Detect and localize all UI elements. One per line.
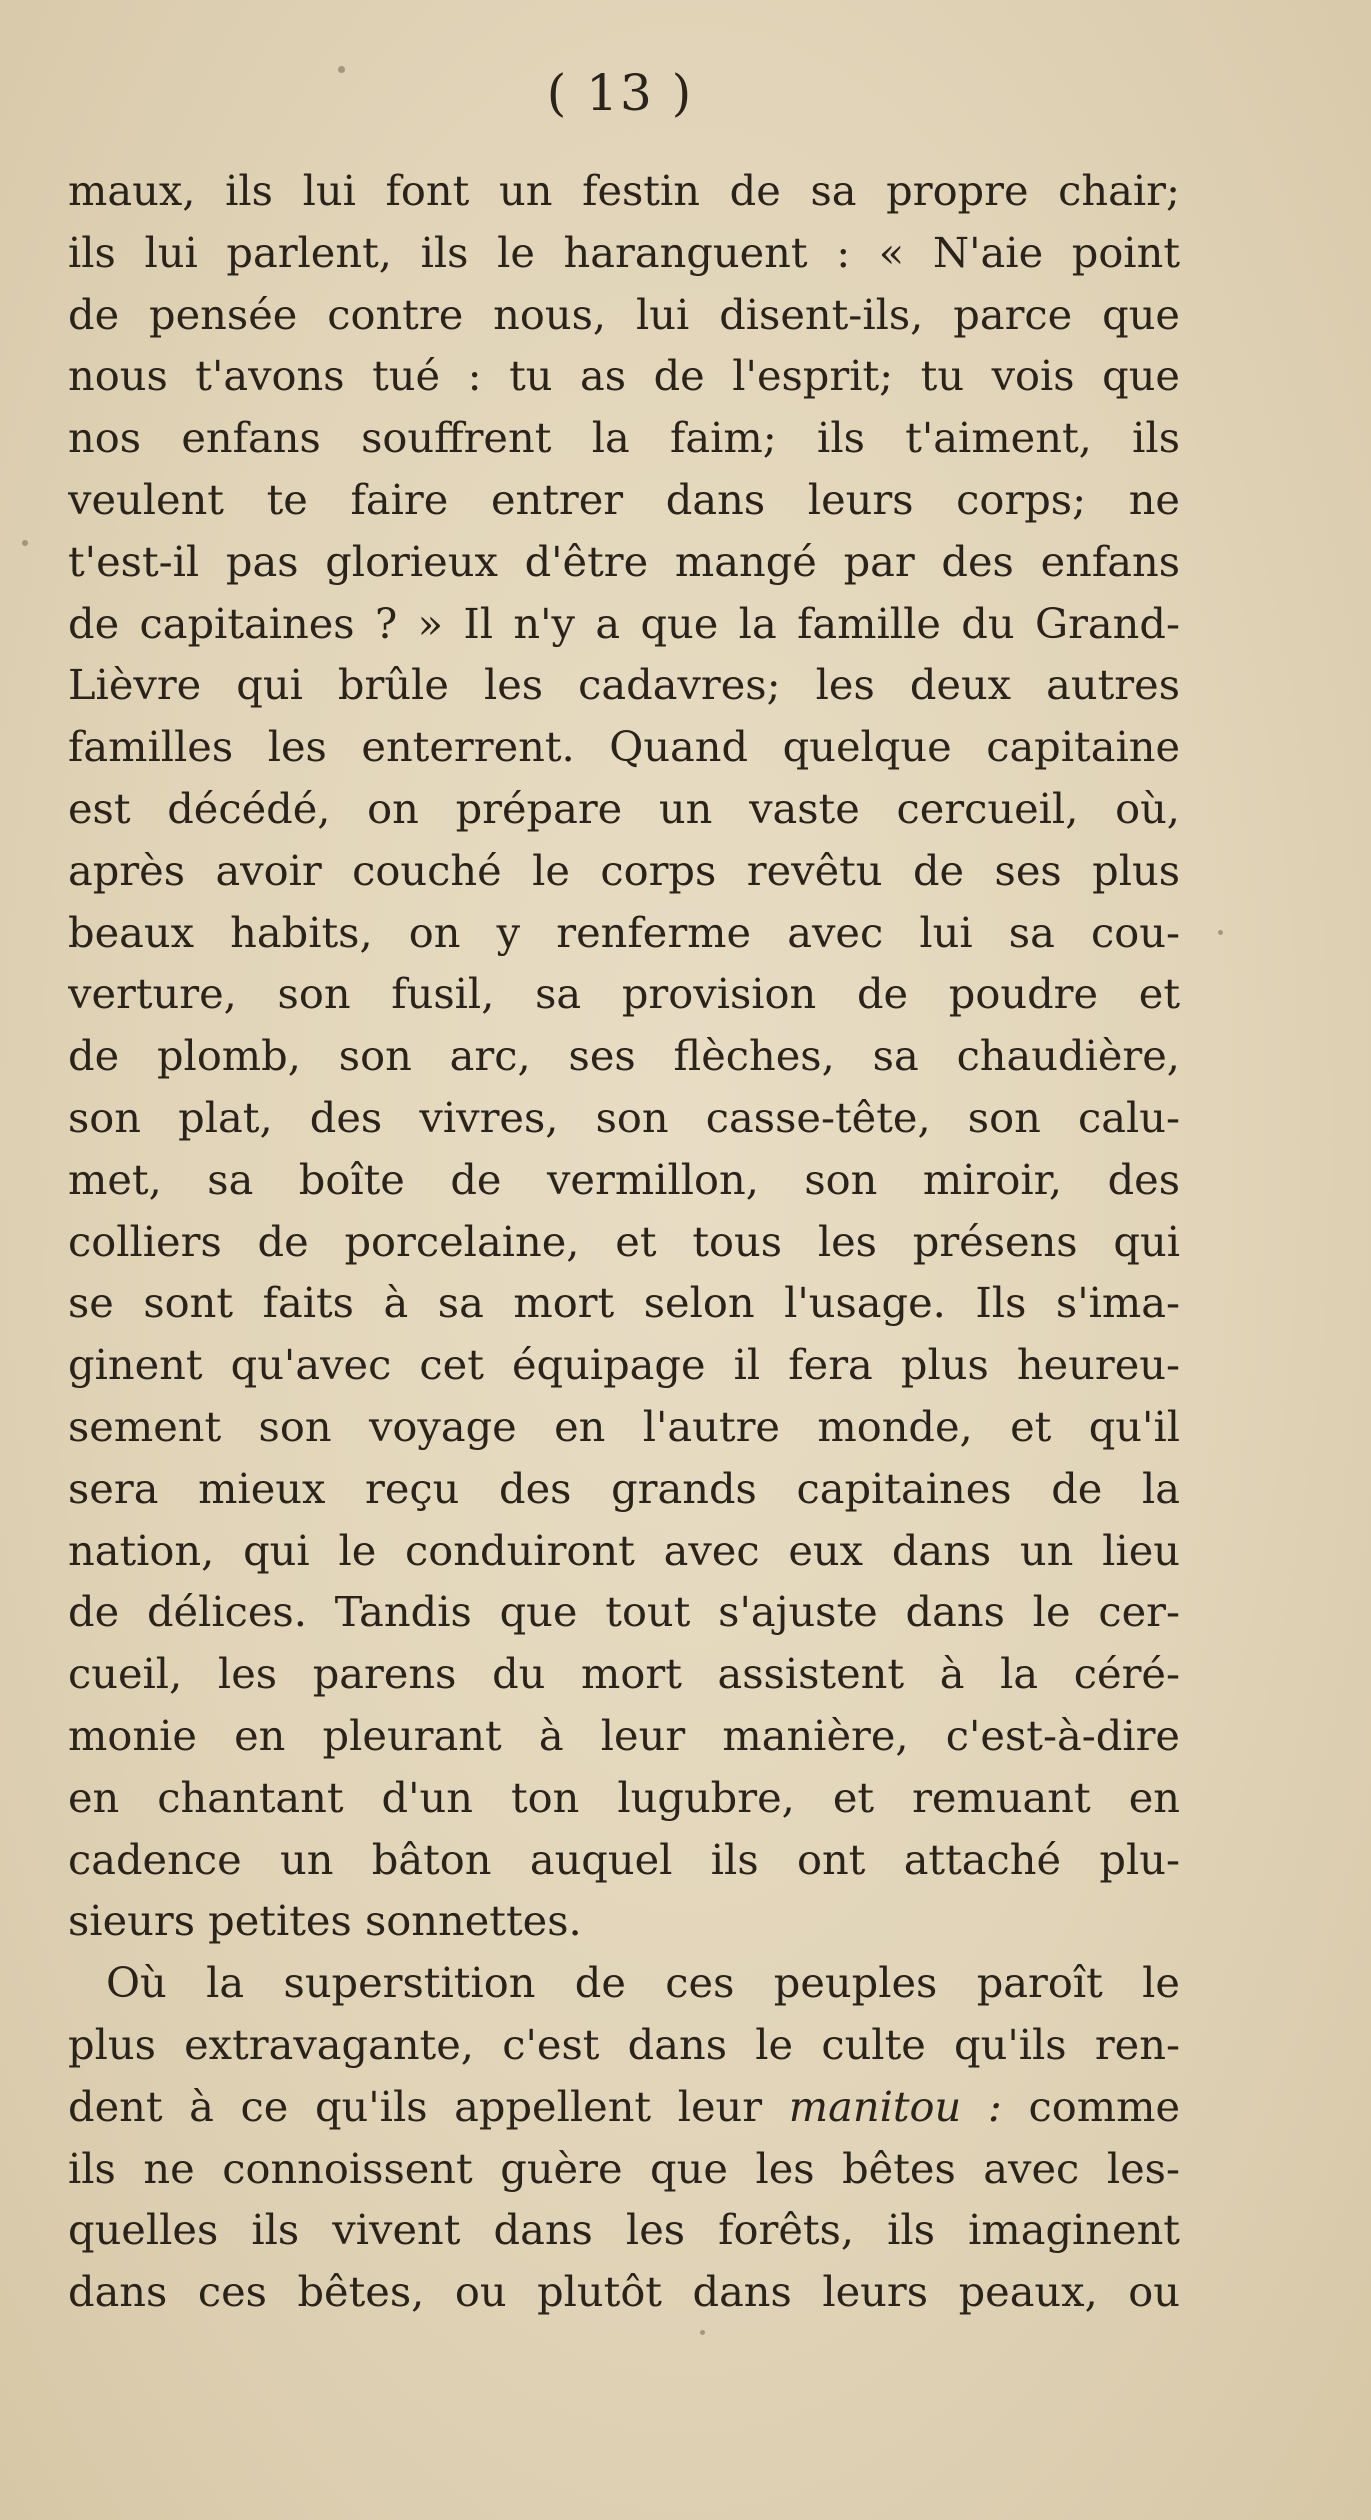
text-line: t'est-il pas glorieux d'être mangé par des enfans	[68, 536, 1180, 586]
text-line: Lièvre qui brûle les cadavres; les deux autres	[68, 660, 1180, 710]
text-line: est décédé, on prépare un vaste cercueil, où,	[68, 783, 1180, 833]
text-line: de pensée contre nous, lui disent-ils, parce que	[68, 289, 1180, 339]
text-line: cadence un bâton auquel ils ont attaché plu-	[68, 1834, 1180, 1884]
text-line: monie en pleurant à leur manière, c'est-à-dire	[68, 1710, 1180, 1760]
paper-speck	[22, 540, 28, 546]
page-number: ( 13 )	[546, 64, 694, 122]
text-line: cueil, les parens du mort assistent à la céré-	[68, 1649, 1180, 1699]
text-line: familles les enterrent. Quand quelque capitaine	[68, 722, 1180, 772]
text-line: nation, qui le conduiront avec eux dans un lieu	[68, 1525, 1180, 1575]
text-line: veulent te faire entrer dans leurs corps; ne	[68, 474, 1180, 524]
text-line: maux, ils lui font un festin de sa propre chair;	[68, 166, 1180, 215]
text-line: sement son voyage en l'autre monde, et qu'il	[68, 1401, 1180, 1451]
text-line: ginent qu'avec cet équipage il fera plus heureu-	[68, 1340, 1180, 1390]
text-line: après avoir couché le corps revêtu de ses plus	[68, 845, 1180, 895]
text-line: verture, son fusil, sa provision de poudre et	[68, 969, 1180, 1019]
paper-speck	[700, 2330, 705, 2335]
paragraph-first-line: Où la superstition de ces peuples paroît le	[106, 1958, 1180, 2008]
text-line: de plomb, son arc, ses flèches, sa chaudière,	[68, 1031, 1180, 1081]
text-line: ils ne connoissent guère que les bêtes avec les-	[68, 2143, 1180, 2193]
paper-speck	[338, 66, 345, 73]
text-line: met, sa boîte de vermillon, son miroir, des	[68, 1154, 1180, 1204]
text-line: sieurs petites sonnettes.	[68, 1896, 582, 1946]
text-line: nous t'avons tué : tu as de l'esprit; tu vois que	[68, 351, 1180, 401]
paper-speck	[1218, 930, 1223, 935]
text-line: plus extravagante, c'est dans le culte qu'ils ren-	[68, 2019, 1180, 2069]
text-line: quelles ils vivent dans les forêts, ils imaginent	[68, 2205, 1180, 2255]
body-text	[68, 160, 1180, 2323]
text-line: dans ces bêtes, ou plutôt dans leurs peaux, ou	[68, 2267, 1180, 2317]
text-line: en chantant d'un ton lugubre, et remuant en	[68, 1772, 1180, 1822]
text-line: se sont faits à sa mort selon l'usage. Ils s'ima-	[68, 1278, 1180, 1328]
text-line: sera mieux reçu des grands capitaines de la	[68, 1463, 1180, 1513]
text-line: ils lui parlent, ils le haranguent : « N'aie point	[68, 227, 1180, 277]
text-line: colliers de porcelaine, et tous les présens qui	[68, 1216, 1180, 1266]
text-fragment: comme	[1001, 2081, 1180, 2131]
text-fragment: dent à ce qu'ils appellent leur	[68, 2081, 789, 2131]
text-line: nos enfans souffrent la faim; ils t'aiment, ils	[68, 413, 1180, 463]
italic-term: manitou :	[788, 2081, 1002, 2131]
text-line-with-italic	[68, 2076, 1180, 2138]
text-line: de délices. Tandis que tout s'ajuste dans le cer-	[68, 1587, 1180, 1637]
text-line: de capitaines ? » Il n'y a que la famille du Grand-	[68, 598, 1180, 648]
text-line: son plat, des vivres, son casse-tête, son calu-	[68, 1092, 1180, 1142]
text-line: beaux habits, on y renferme avec lui sa cou-	[68, 907, 1180, 957]
